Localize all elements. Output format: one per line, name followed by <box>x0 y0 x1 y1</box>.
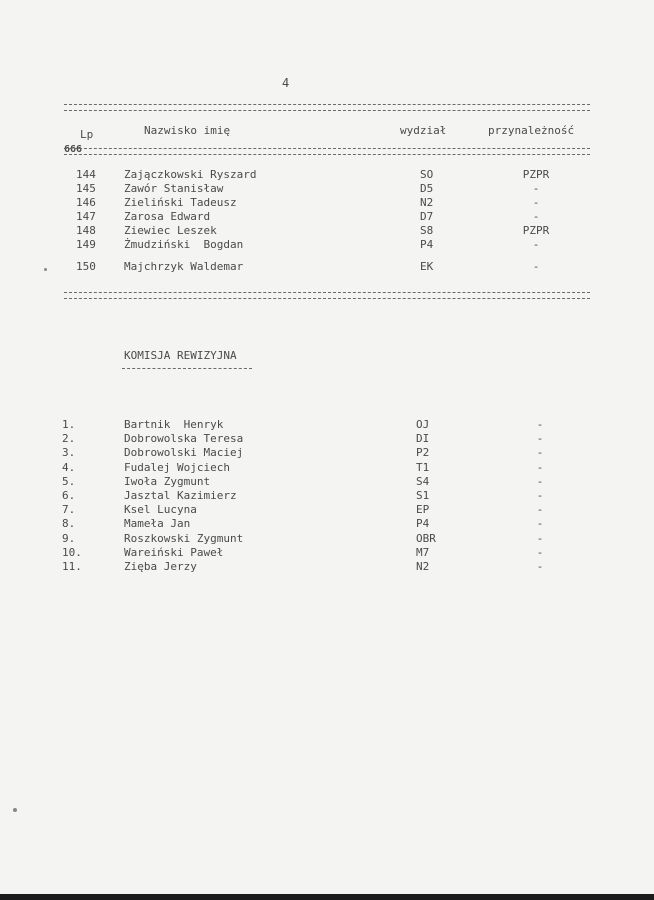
commission-wydzial: OBR <box>416 531 436 545</box>
commission-wydzial: S1 <box>416 489 430 502</box>
commission-name: Dobrowolska Teresa <box>124 432 244 446</box>
commission-wydzial: EP <box>416 503 430 517</box>
member-przynaleznosc: PZPR <box>522 168 550 181</box>
header-wydzial: wydział <box>400 124 447 137</box>
commission-wydzial: P2 <box>416 446 430 460</box>
member-przynaleznosc: - <box>532 182 540 195</box>
member-lp: 150 <box>76 260 96 273</box>
commission-lp: 3. <box>62 446 76 460</box>
commission-lp: 6. <box>62 489 76 502</box>
member-przynaleznosc: - <box>532 196 540 209</box>
commission-lp: 7. <box>62 503 76 517</box>
commission-lp: 11. <box>62 560 82 573</box>
commission-name: Wareiński Paweł <box>124 545 224 559</box>
commission-name: Jasztal Kazimierz <box>124 489 237 502</box>
member-wydzial: N2 <box>420 196 434 209</box>
header-przynaleznosc: przynależność <box>488 124 575 137</box>
member-wydzial: S8 <box>420 224 434 237</box>
commission-przynaleznosc: - <box>536 503 544 517</box>
commission-name: Roszkowski Zygmunt <box>124 531 244 545</box>
commission-lp: 9. <box>62 531 76 545</box>
commission-wydzial: OJ <box>416 418 430 431</box>
commission-lp: 8. <box>62 517 76 531</box>
commission-wydzial: DI <box>416 432 430 446</box>
commission-przynaleznosc: - <box>536 545 544 559</box>
top-rule <box>64 104 590 111</box>
member-przynaleznosc: PZPR <box>522 224 550 237</box>
member-wydzial: SO <box>420 168 434 181</box>
member-przynaleznosc: - <box>532 260 540 273</box>
commission-lp: 2. <box>62 432 76 446</box>
commission-name: Iwoła Zygmunt <box>124 474 211 488</box>
commission-wydzial: T1 <box>416 460 430 474</box>
member-lp: 144 <box>76 168 96 181</box>
member-name: Zawór Stanisław <box>124 182 224 195</box>
page-edge <box>0 894 654 900</box>
member-name: Żmudziński Bogdan <box>124 238 244 251</box>
commission-lp: 5. <box>62 474 76 488</box>
commission-lp: 4. <box>62 460 76 474</box>
commission-przynaleznosc: - <box>536 517 544 531</box>
commission-przynaleznosc: - <box>536 432 544 446</box>
member-przynaleznosc: - <box>532 238 540 251</box>
paper-speck <box>13 808 17 812</box>
commission-name: Dobrowolski Maciej <box>124 446 244 460</box>
header-rule <box>64 148 590 155</box>
member-wydzial: D5 <box>420 182 434 195</box>
header-lp: Lp <box>80 128 94 141</box>
commission-wydzial: M7 <box>416 545 430 559</box>
commission-przynaleznosc: - <box>536 560 544 573</box>
member-name: Ziewiec Leszek <box>124 224 217 237</box>
member-name: Zarosa Edward <box>124 210 211 223</box>
commission-name: Zięba Jerzy <box>124 560 197 573</box>
commission-przynaleznosc: - <box>536 474 544 488</box>
member-name: Zieliński Tadeusz <box>124 196 237 209</box>
member-lp: 147 <box>76 210 96 223</box>
commission-wydzial: S4 <box>416 474 430 488</box>
commission-name: Bartnik Henryk <box>124 418 224 431</box>
commission-przynaleznosc: - <box>536 418 544 431</box>
member-lp: 145 <box>76 182 96 195</box>
member-lp: 146 <box>76 196 96 209</box>
header-name: Nazwisko imię <box>144 124 231 137</box>
member-wydzial: P4 <box>420 238 434 251</box>
member-lp: 149 <box>76 238 96 251</box>
commission-przynaleznosc: - <box>536 489 544 502</box>
commission-lp: 1. <box>62 418 76 431</box>
member-name: Zajączkowski Ryszard <box>124 168 257 181</box>
commission-wydzial: N2 <box>416 560 430 573</box>
commission-przynaleznosc: - <box>536 531 544 545</box>
commission-title-underline <box>122 368 252 369</box>
commission-name: Ksel Lucyna <box>124 503 197 517</box>
commission-name: Mameła Jan <box>124 517 191 531</box>
member-wydzial: EK <box>420 260 434 273</box>
commission-wydzial: P4 <box>416 517 430 531</box>
commission-name: Fudalej Wojciech <box>124 460 230 474</box>
paper-speck <box>44 268 47 271</box>
corner-mark: 666 <box>64 144 83 155</box>
commission-lp: 10. <box>62 545 82 559</box>
commission-przynaleznosc: - <box>536 446 544 460</box>
bottom-rule <box>64 292 590 299</box>
member-name: Majchrzyk Waldemar <box>124 260 244 273</box>
page-number: 4 <box>282 76 290 90</box>
member-przynaleznosc: - <box>532 210 540 223</box>
commission-title: KOMISJA REWIZYJNA <box>124 349 237 362</box>
member-lp: 148 <box>76 224 96 237</box>
commission-przynaleznosc: - <box>536 460 544 474</box>
member-wydzial: D7 <box>420 210 434 223</box>
